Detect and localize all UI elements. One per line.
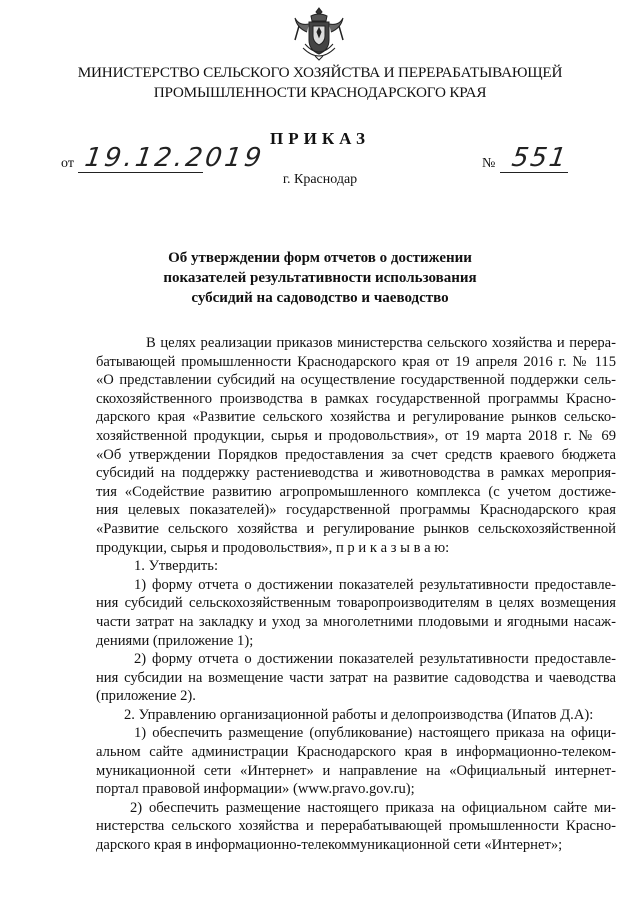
- subject-line: субсидий на садоводство и чаеводство: [191, 290, 449, 306]
- body-line: 1) форму отчета о достижении показателей результативности предоставле-: [134, 576, 616, 593]
- body-line: «О представлении субсидий на осуществление государственной поддержки сель-: [96, 372, 616, 389]
- body-line: хозяйственной продукции, сырья и продовольствия», от 19 марта 2018 г. № 69: [96, 427, 616, 444]
- body-line: 2. Управлению организационной работы и делопроизводства (Ипатов Д.А):: [124, 706, 594, 723]
- body-line: батывающей промышленности Краснодарского края от 19 апреля 2016 г. № 115: [96, 353, 616, 370]
- body-line: «Развитие сельского хозяйства и регулирование рынков сельскохозяйственной: [96, 520, 616, 537]
- body-line: портал правовой информации» (www.pravo.gov.ru);: [96, 781, 415, 798]
- body-line: ния субсидии на возмещение части затрат на развитие садоводства и чаеводства: [96, 669, 616, 686]
- body-line: 2) обеспечить размещение настоящего приказа на официальном сайте ми-: [130, 799, 616, 816]
- body-line: муникационной сети «Интернет» и направление на «Официальный интернет-: [96, 762, 616, 779]
- body-line: ния субсидий сельскохозяйственным товаропроизводителям в целях возмещения: [96, 595, 616, 612]
- body-line: скохозяйственного производства в рамках государственной программы Красно-: [96, 390, 616, 407]
- order-body: [96, 334, 616, 855]
- body-line: дениями (приложение 1);: [96, 632, 254, 649]
- body-line: «Об утверждении Порядков предоставления за счет средств краевого бюджета: [96, 446, 616, 463]
- date-label: от: [61, 156, 74, 171]
- ministry-name-line-2: ПРОМЫШЛЕННОСТИ КРАСНОДАРСКОГО КРАЯ: [153, 84, 487, 101]
- number-label: №: [482, 156, 496, 171]
- order-title: ПРИКАЗ: [270, 129, 370, 148]
- body-line: тия «Содействие развитию агропромышленного комплекса (с учетом достиже-: [96, 483, 616, 500]
- order-date: 19.12.2019: [82, 143, 266, 173]
- city: г. Краснодар: [282, 172, 358, 187]
- body-line: дарского края в информационно-телекоммуникационной сети «Интернет»;: [96, 837, 563, 854]
- body-line: части затрат на закладку и уход за многолетними плодовыми и ягодными насаж-: [96, 613, 616, 630]
- subject-line: Об утверждении форм отчетов о достижении: [168, 250, 472, 266]
- body-line: дарского края «Развитие сельского хозяйства и регулирование рынков сельско-: [96, 409, 616, 426]
- krasnodar-coat-of-arms-icon: [291, 4, 347, 62]
- order-subject: [150, 248, 490, 308]
- ministry-name-line-1: МИНИСТЕРСТВО СЕЛЬСКОГО ХОЗЯЙСТВА И ПЕРЕРАБАТЫВАЮЩЕЙ: [77, 64, 563, 81]
- body-line: субсидий на поддержку растениеводства и животноводства в рамках мероприя-: [96, 465, 616, 482]
- body-line: В целях реализации приказов министерства сельского хозяйства и перера-: [146, 335, 616, 351]
- body-line: ния целевых показателей)» государственной программы Краснодарского края: [96, 502, 616, 519]
- body-line: 1) обеспечить размещение (опубликование) настоящего приказа на офици-: [134, 725, 616, 742]
- body-line: (приложение 2).: [96, 688, 196, 705]
- body-line: продукции, сырья и продовольствия», п р и к а з ы в а ю:: [96, 539, 450, 556]
- subject-line: показателей результативности использования: [163, 270, 477, 286]
- body-line: 2) форму отчета о достижении показателей результативности предоставле-: [134, 651, 616, 668]
- body-line: 1. Утвердить:: [134, 558, 219, 575]
- body-line: альном сайте администрации Краснодарского края в информационно-телеком-: [96, 744, 616, 761]
- order-number: 551: [509, 143, 570, 173]
- body-line: нистерства сельского хозяйства и перерабатывающей промышленности Красно-: [96, 818, 616, 835]
